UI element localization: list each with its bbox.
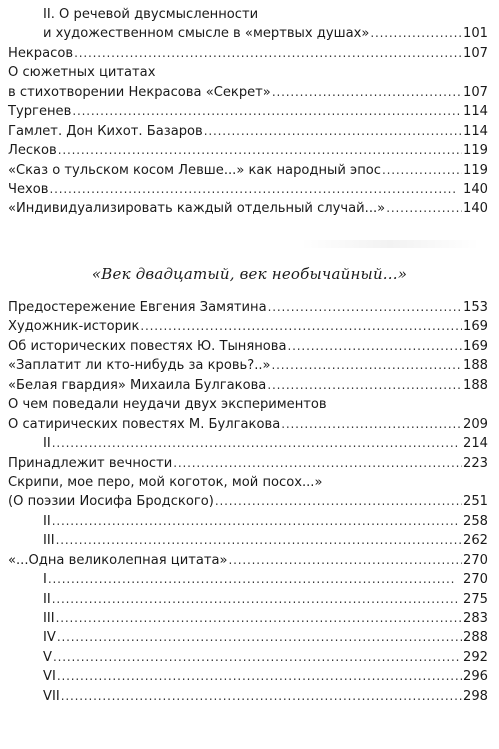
dot-leader [272,83,462,102]
toc-list-part2 [8,298,488,706]
toc-entry-title: Скрипи, мое перо, мой коготок, мой посох...» [8,474,323,490]
dot-leader [50,180,462,199]
toc-entry [8,141,488,160]
toc-entry-page-number: 275 [463,591,488,607]
toc-entry [8,492,488,511]
toc-entry [8,180,488,199]
dot-leader [281,415,462,434]
toc-entry-page-number: 140 [463,201,488,217]
toc-entry-title: Гамлет. Дон Кихот. Базаров [8,123,203,139]
dot-leader [57,667,462,686]
toc-entry [8,5,488,24]
dot-leader [267,376,462,395]
dot-leader [72,102,462,121]
toc-entry-title: VI [43,669,56,685]
toc-entry [8,570,488,589]
toc-entry-title: II [43,591,51,607]
toc-entry [8,44,488,63]
toc-entry-page-number: 298 [463,688,488,704]
toc-entry-page-number: 119 [463,162,488,178]
dot-leader [48,570,462,589]
toc-entry-title: Лесков [8,143,57,159]
toc-entry-title: О сатирических повестях М. Булгакова [8,416,281,432]
toc-entry-title: IV [43,630,56,646]
toc-entry-title: «Заплатит ли кто-нибудь за кровь?..» [8,358,271,374]
toc-entry [8,161,488,180]
dot-leader [386,199,462,218]
toc-entry-page-number: 169 [463,338,488,354]
toc-entry-title: О сюжетных цитатах [8,65,156,81]
toc-entry [8,628,488,647]
section-heading: «Век двадцатый, век необычайный...» [91,265,408,283]
toc-entry-page-number: 270 [463,572,488,588]
dot-leader [61,687,462,706]
toc-entry-title: и художественном смысле в «мертвых душах» [43,26,370,42]
toc-entry-page-number: 292 [463,649,488,665]
toc-entry [8,317,488,336]
toc-entry-page-number: 251 [463,494,488,510]
toc-entry-page-number: 188 [463,358,488,374]
toc-entry-title: VII [43,688,60,704]
toc-entry [8,83,488,102]
toc-entry-title: Художник-историк [8,319,140,335]
toc-entry-page-number: 153 [463,300,488,315]
toc-entry [8,63,488,82]
dot-leader [173,454,462,473]
toc-entry-page-number: 107 [463,45,488,61]
toc-entry [8,122,488,141]
toc-entry [8,590,488,609]
dot-leader [52,590,462,609]
toc-entry [8,376,488,395]
toc-entry-title: Некрасов [8,45,74,61]
toc-entry-title: II [43,436,51,452]
toc-entry [8,512,488,531]
dot-leader [140,317,462,336]
dot-leader [288,337,462,356]
toc-entry-title: Об исторических повестях Ю. Тынянова [8,338,287,354]
toc-entry-title: III [43,611,55,626]
toc-entry-page-number: 223 [463,455,488,471]
toc-entry [8,24,488,43]
toc-entry-title: Чехов [8,181,49,197]
dot-leader [370,24,462,43]
toc-entry-page-number: 140 [463,181,488,197]
toc-entry-page-number: 107 [463,84,488,100]
toc-entry [8,102,488,121]
dot-leader [382,161,462,180]
dot-leader [53,648,462,667]
toc-entry-title: III [43,533,55,549]
dot-leader [52,512,462,531]
toc-entry-title: в стихотворении Некрасова «Секрет» [8,84,271,100]
toc-entry [8,473,488,492]
dot-leader [52,434,462,453]
toc-entry [8,531,488,550]
toc-entry-title: II [43,513,51,529]
dot-leader [74,44,462,63]
toc-entry-page-number: 270 [463,552,488,568]
toc-entry-title: «Индивидуализировать каждый отдельный случай...» [8,201,386,217]
toc-entry-page-number: 114 [463,123,488,139]
toc-entry-page-number: 101 [463,26,488,42]
toc-entry-page-number: 262 [463,533,488,549]
toc-entry-page-number: 288 [463,630,488,646]
toc-entry-page-number: 258 [463,513,488,529]
toc-entry [8,199,488,218]
toc-entry-title: О чем поведали неудачи двух экспериментов [8,397,327,413]
toc-entry-title: I [43,572,47,588]
toc-entry-page-number: 169 [463,319,488,335]
toc-entry [8,687,488,706]
dot-leader [56,609,462,628]
scan-smudge [300,240,480,248]
toc-entry-page-number: 296 [463,669,488,685]
toc-entry-title: (О поэзии Иосифа Бродского) [8,494,214,510]
toc-entry-page-number: 214 [463,436,488,452]
toc-entry [8,356,488,375]
toc-entry [8,298,488,317]
dot-leader [229,551,462,570]
toc-entry-title: «Сказ о тульском косом Левше...» как народный эпос [8,162,381,178]
toc-list-part1 [8,5,488,219]
toc-entry [8,434,488,453]
toc-entry-title: «...Одна великолепная цитата» [8,552,228,568]
toc-entry-page-number: 114 [463,104,488,120]
toc-entry [8,551,488,570]
toc-entry-title: Тургенев [8,104,72,120]
toc-entry-page-number: 283 [463,611,488,626]
dot-leader [268,298,462,317]
toc-entry-page-number: 209 [463,416,488,432]
toc-entry-title: Предостережение Евгения Замятина [8,300,267,315]
toc-entry-page-number: 119 [463,143,488,159]
toc-entry-title: II. О речевой двусмысленности [43,7,259,22]
dot-leader [57,628,462,647]
toc-entry-title: Принадлежит вечности [8,455,173,471]
toc-entry-title: V [43,649,52,665]
toc-entry [8,667,488,686]
dot-leader [56,531,462,550]
dot-leader [215,492,462,511]
toc-entry-page-number: 188 [463,377,488,393]
toc-entry [8,609,488,628]
toc-entry [8,337,488,356]
toc-entry [8,395,488,414]
dot-leader [58,141,462,160]
toc-entry-title: «Белая гвардия» Михаила Булгакова [8,377,267,393]
dot-leader [272,356,462,375]
toc-entry [8,648,488,667]
toc-entry [8,415,488,434]
dot-leader [204,122,462,141]
toc-entry [8,454,488,473]
